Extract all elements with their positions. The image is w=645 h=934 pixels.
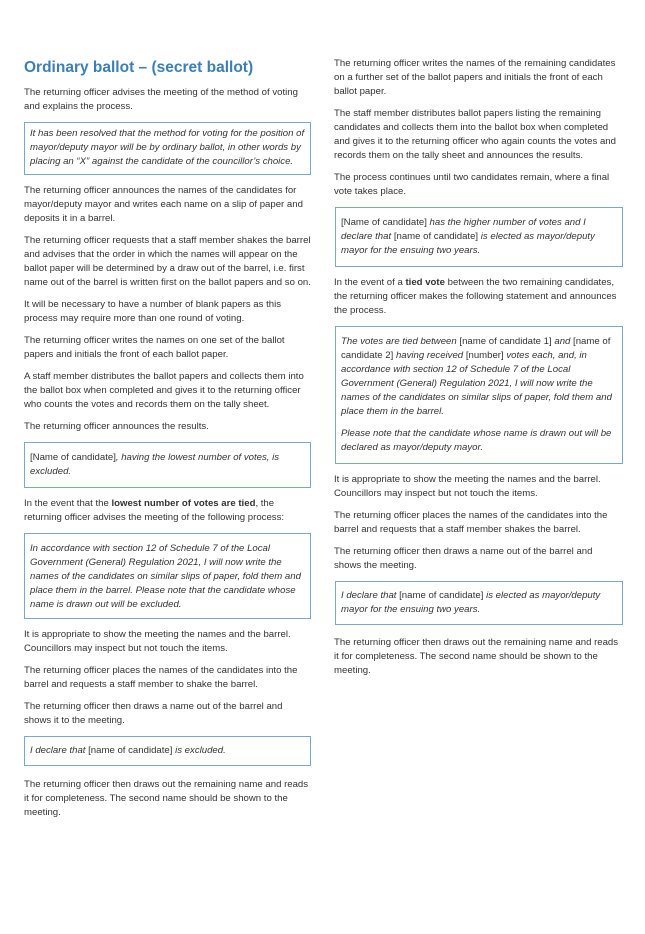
statement-box — [335, 581, 623, 625]
statement-text: Please note that the candidate whose name is drawn out will be declared as mayor/deputy mayor. — [341, 428, 612, 453]
paragraph: It is appropriate to show the meeting the names and the barrel. Councillors may inspect but not touch the items. — [334, 474, 601, 499]
paragraph: The returning officer places the names of the candidates into the barrel and requests that a staff member shakes the barrel. — [334, 510, 608, 535]
paragraph: The returning officer announces the names of the candidates for mayor/deputy mayor and writes each name on a slip of paper and deposits it in a barrel. — [24, 185, 303, 224]
paragraph: The returning officer then draws a name out of the barrel and shows the meeting. — [334, 546, 593, 571]
statement-text — [341, 216, 617, 258]
paragraph: The staff member distributes ballot papers listing the remaining candidates and collects them into the ballot box when completed and gives it to the returning officer who again counts the votes and records them on the tally sheet and announces the results. — [334, 108, 616, 161]
statement-italic: and — [551, 336, 574, 347]
bold-text: lowest number of votes are tied — [111, 498, 256, 509]
text-run: In the event that the — [24, 498, 112, 509]
statement-italic: is elected as mayor/deputy mayor for the ensuing two years. — [341, 231, 595, 256]
statement-text: It has been resolved that the method for voting for the position of mayor/deputy mayor will be by ordinary ballot, in other words by placing an “X” against the candidate of the councillor’s choice. — [30, 128, 305, 167]
text-run: In the event of a — [334, 277, 406, 288]
paragraph: The returning officer announces the results. — [24, 421, 209, 432]
paragraph: The returning officer requests that a staff member shakes the barrel and advises that the order in which the names will appear on the ballot paper will be determined by a draw out of the barrel, i.e. first name out of the barrel is written first on the ballot papers and so on. — [24, 235, 311, 288]
statement-box — [24, 736, 311, 766]
statement-italic: having received — [393, 350, 466, 361]
right-column — [334, 57, 622, 686]
paragraph: The returning officer places the names of the candidates into the barrel and requests a staff member to shake the barrel. — [24, 665, 298, 690]
paragraph: A staff member distributes the ballot papers and collects them into the ballot box when completed and gives it to the returning officer who counts the votes and records them on the tally sheet. — [24, 371, 304, 410]
paragraph: It will be necessary to have a number of blank papers as this process may require more than one round of voting. — [24, 299, 282, 324]
statement-text — [341, 335, 617, 419]
statement-box — [24, 122, 311, 175]
statement-text — [30, 451, 305, 479]
paragraph: The returning officer then draws out the remaining name and reads it for completeness. The second name should be shown to the meeting. — [334, 637, 619, 676]
statement-italic: The votes are tied between — [341, 336, 460, 347]
statement-box — [335, 326, 623, 464]
statement-box — [335, 207, 623, 267]
paragraph: The returning officer writes the names on one set of the ballot papers and initials the front of each ballot paper. — [24, 335, 285, 360]
placeholder-text: [name of candidate] — [393, 231, 479, 242]
placeholder-text: [number] — [465, 350, 504, 361]
statement-text: In accordance with section 12 of Schedule 7 of the Local Government (General) Regulation 2021, I will now write the names of the candidates on similar slips of paper, fold them and place them in the barrel. Please note that the candidate whose name is drawn out will be excluded. — [30, 543, 301, 610]
paragraph: The process continues until two candidates remain, where a final vote takes place. — [334, 172, 610, 197]
placeholder-text: [name of candidate] — [399, 590, 484, 601]
statement-box — [24, 442, 311, 488]
statement-italic: votes each, and, in accordance with section 12 of Schedule 7 of the Local Government (General) Regulation 2021, I will now write the names of the candidates on similar slips of paper, fold them and place them in the barrel. — [341, 350, 612, 417]
statement-italic: I declare that — [341, 590, 400, 601]
statement-italic: , having the lowest number of votes, is excluded. — [30, 452, 280, 477]
statement-italic: is elected as mayor/deputy mayor for the ensuing two years. — [341, 590, 601, 615]
text-run: , the returning officer advises the meeting of the following process: — [24, 498, 285, 523]
statement-italic: has the higher number of votes and I declare that — [341, 217, 586, 242]
paragraph: It is appropriate to show the meeting the names and the barrel. Councillors may inspect but not touch the items. — [24, 629, 291, 654]
paragraph: The returning officer writes the names of the remaining candidates on a further set of the ballot papers and initials the front of each ballot paper. — [334, 58, 616, 97]
paragraph: The returning officer then draws a name out of the barrel and shows it to the meeting. — [24, 701, 283, 726]
statement-italic: I declare that — [30, 745, 89, 756]
paragraph: The returning officer advises the meeting of the method of voting and explains the process. — [24, 87, 298, 112]
placeholder-text: [name of candidate 1] — [459, 336, 552, 347]
statement-italic: is excluded. — [172, 745, 226, 756]
paragraph — [334, 276, 622, 318]
statement-text — [341, 589, 617, 617]
statement-box — [24, 533, 311, 619]
placeholder-text: [name of candidate] — [88, 745, 173, 756]
placeholder-text: [Name of candidate] — [341, 217, 427, 228]
section-heading: Ordinary ballot – (secret ballot) — [24, 59, 254, 76]
left-column — [24, 58, 311, 828]
placeholder-text: [name of candidate 2] — [341, 336, 611, 361]
placeholder-text: [Name of candidate] — [30, 452, 116, 463]
text-run: between the two remaining candidates, the returning officer makes the following statement and announces the process. — [334, 277, 617, 316]
paragraph — [24, 497, 311, 525]
statement-text — [30, 744, 305, 758]
bold-text: tied vote — [405, 277, 445, 288]
paragraph: The returning officer then draws out the remaining name and reads it for completeness. The second name should be shown to the meeting. — [24, 779, 309, 818]
